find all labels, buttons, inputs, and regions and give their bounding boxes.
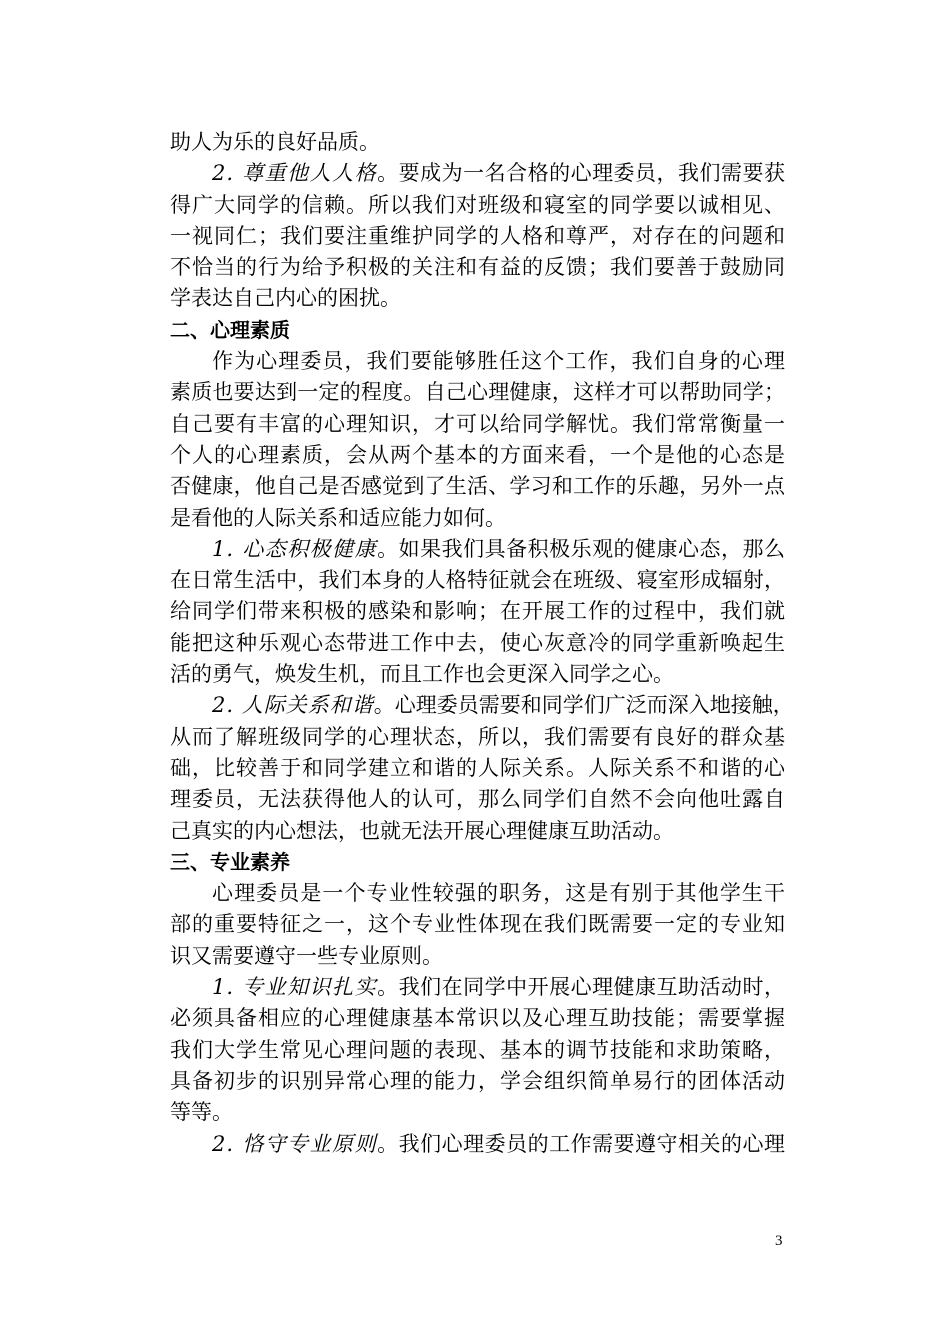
text-line: 等等。: [170, 1100, 233, 1125]
section-heading: 三、专业素养: [170, 849, 290, 874]
text-line: 助人为乐的良好品质。: [170, 130, 380, 154]
text-line: 不恰当的行为给予积极的关注和有益的反馈；我们要善于鼓励同: [170, 255, 785, 280]
text-line: 部的重要特征之一，这个专业性体现在我们既需要一定的专业知: [170, 912, 785, 937]
text-line: [170, 158, 785, 189]
text-line: 必须具备相应的心理健康基本常识以及心理互助技能；需要掌握: [170, 1006, 785, 1031]
section-heading: 二、心理素质: [170, 317, 290, 342]
text-line: 我们大学生常见心理问题的表现、基本的调节技能和求助策略，: [170, 1037, 785, 1062]
subsection-lead: 2. 尊重他人人格: [212, 161, 378, 186]
text-line: 识又需要遵守一些专业原则。: [170, 943, 443, 968]
subsection-lead: 2. 恪守专业原则: [212, 1131, 378, 1156]
text-line: [170, 1129, 785, 1160]
text-line: [170, 534, 785, 565]
text-line: [170, 972, 785, 1003]
text-line: 给同学们带来积极的感染和影响；在开展工作的过程中，我们就: [170, 599, 785, 624]
text-line: 己真实的内心想法，也就无法开展心理健康互助活动。: [170, 818, 674, 843]
subsection-lead: 2. 人际关系和谐: [212, 693, 374, 718]
line-text: 。我们在同学中开展心理健康互助活动时，: [377, 975, 785, 1000]
text-line: 得广大同学的信赖。所以我们对班级和寝室的同学要以诚相见、: [170, 192, 785, 217]
text-line: 理委员，无法获得他人的认可，那么同学们自然不会向他吐露自: [170, 787, 785, 812]
text-line: 自己要有丰富的心理知识，才可以给同学解忧。我们常常衡量一: [170, 411, 785, 436]
text-line: 能把这种乐观心态带进工作中去，使心灰意冷的同学重新唤起生: [170, 630, 785, 655]
text-line: 具备初步的识别异常心理的能力，学会组织简单易行的团体活动: [170, 1068, 785, 1093]
text-line: 是看他的人际关系和适应能力如何。: [170, 505, 506, 530]
page-number: 3: [775, 1233, 783, 1249]
text-line: 素质也要达到一定的程度。自己心理健康，这样才可以帮助同学；: [170, 380, 785, 405]
line-text: 。如果我们具备积极乐观的健康心态，那么: [377, 536, 785, 561]
document-body: [170, 127, 794, 1160]
text-line: 个人的心理素质，会从两个基本的方面来看，一个是他的心态是: [170, 442, 785, 467]
text-line: 活的勇气，焕发生机，而且工作也会更深入同学之心。: [170, 662, 674, 687]
line-text: 。要成为一名合格的心理委员，我们需要获: [377, 161, 785, 186]
subsection-lead: 1. 专业知识扎实: [212, 975, 378, 1000]
line-text: 。我们心理委员的工作需要遵守相关的心理: [377, 1131, 785, 1156]
subsection-lead: 1. 心态积极健康: [212, 536, 378, 561]
text-line: [170, 690, 794, 721]
text-line: 心理委员是一个专业性较强的职务，这是有别于其他学生干: [212, 881, 785, 906]
text-line: 作为心理委员，我们要能够胜任这个工作，我们自身的心理: [212, 349, 785, 374]
text-line: 在日常生活中，我们本身的人格特征就会在班级、寝室形成辐射，: [170, 568, 785, 593]
text-line: 否健康，他自己是否感觉到了生活、学习和工作的乐趣，另外一点: [170, 474, 785, 499]
line-text: 。心理委员需要和同学们广泛而深入地接触，: [373, 693, 794, 718]
text-line: 一视同仁；我们要注重维护同学的人格和尊严，对存在的问题和: [170, 223, 785, 248]
text-line: 学表达自己内心的困扰。: [170, 286, 401, 311]
text-line: 从而了解班级同学的心理状态，所以，我们需要有良好的群众基: [170, 724, 785, 749]
text-line: 础，比较善于和同学建立和谐的人际关系。人际关系不和谐的心: [170, 755, 785, 780]
